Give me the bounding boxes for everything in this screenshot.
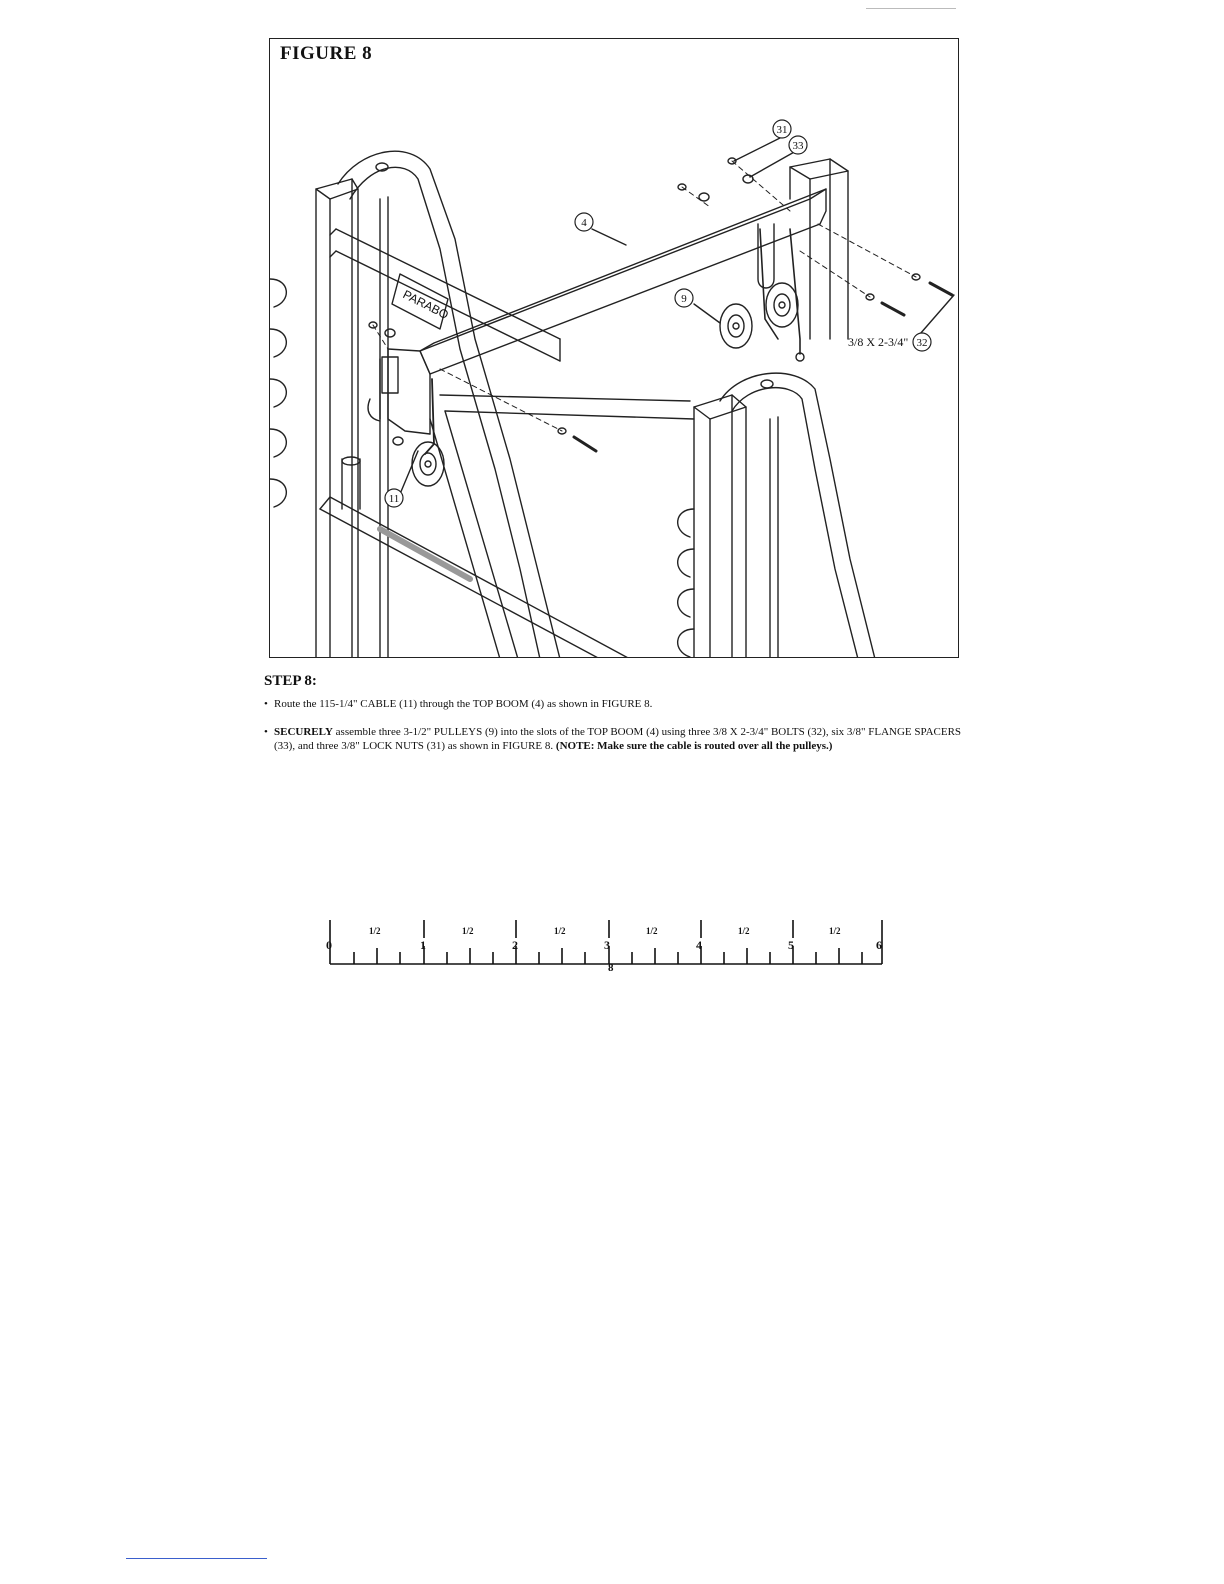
page-number: 8 (608, 962, 614, 974)
instruction-body: assemble three 3-1/2" PULLEYS (9) into the slots of the TOP BOOM (4) using three 3/8 X 2-3/4" BOLTS (32), six 3/8" FLANGE SPACERS (33), and three 3/8" LOCK NUTS (31) as shown in FIGURE 8. (274, 726, 962, 752)
callout-33-label: 33 (792, 140, 804, 152)
instruction-route-cable (264, 697, 964, 711)
bullet-symbol: • (264, 698, 268, 710)
brand-plate-text: PARABO (400, 287, 451, 322)
footer-link-rule (126, 1558, 267, 1559)
figure-title: FIGURE 8 (280, 43, 373, 64)
callout-11-label: 11 (388, 493, 400, 505)
bullet-symbol: • (264, 726, 268, 738)
instruction-assemble-pulleys (264, 725, 964, 753)
instruction-emphasis: SECURELY (274, 726, 333, 738)
ruler-mark-6: 6 (876, 938, 882, 952)
instruction-text: Route the 115-1/4" CABLE (11) through the TOP BOOM (4) as shown in FIGURE 8. (274, 698, 653, 710)
instruction-note: (NOTE: Make sure the cable is routed over all the pulleys.) (555, 740, 833, 752)
bolt-size-label: 3/8 X 2-3/4" (848, 335, 909, 349)
callout-31-label: 31 (776, 124, 788, 136)
assembly-drawing (270, 39, 959, 658)
ruler-half-label: 1/2 (369, 926, 381, 936)
callout-4-label: 4 (581, 217, 587, 229)
header-rule (866, 8, 956, 9)
ruler-mark-2: 2 (512, 938, 518, 952)
step-title: STEP 8: (264, 673, 317, 689)
ruler-half-label: 1/2 (646, 926, 658, 936)
figure-8-panel (269, 38, 959, 658)
ruler-mark-1: 1 (420, 938, 426, 952)
ruler-mark-5: 5 (788, 938, 794, 952)
ruler-half-label: 1/2 (738, 926, 750, 936)
instruction-text-block (264, 725, 964, 753)
ruler-half-label: 1/2 (554, 926, 566, 936)
callout-9-label: 9 (681, 293, 687, 305)
callout-32-label: 32 (916, 337, 928, 349)
ruler-half-label: 1/2 (462, 926, 474, 936)
ruler-half-label: 1/2 (829, 926, 841, 936)
ruler-mark-3: 3 (604, 938, 610, 952)
inch-ruler (326, 916, 886, 971)
ruler-mark-4: 4 (696, 938, 702, 952)
ruler-mark-0: 0 (326, 938, 332, 952)
